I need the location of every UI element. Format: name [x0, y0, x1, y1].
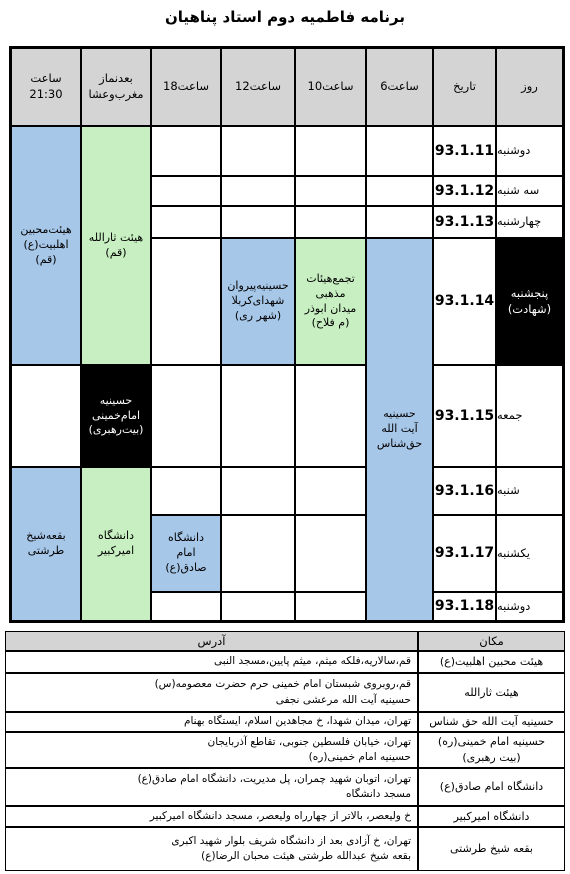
- header-6: ساعت6: [366, 48, 433, 126]
- date-cell: 93.1.18: [433, 592, 496, 621]
- address-header-place: مکان: [418, 631, 565, 651]
- day-cell: دوشنبه: [496, 126, 563, 176]
- address-place: بقعه شیخ طرشتی: [418, 827, 565, 871]
- event-amirkabir: دانشگاه امیرکبیر: [81, 467, 151, 621]
- day-cell: سه شنبه: [496, 176, 563, 206]
- empty-cell: [151, 592, 221, 621]
- address-text: تهران، اتوبان شهید چمران، پل مدیریت، دانشگاه امام صادق(ع) مسجد دانشگاه: [5, 768, 418, 806]
- event-sarallah: هیئت ثارالله (قم): [81, 126, 151, 365]
- empty-cell: [295, 206, 366, 238]
- empty-cell: [221, 365, 295, 467]
- header-10: ساعت10: [295, 48, 366, 126]
- empty-cell: [295, 515, 366, 592]
- empty-cell: [295, 176, 366, 206]
- empty-cell: [221, 515, 295, 592]
- date-cell: 93.1.15: [433, 365, 496, 467]
- empty-cell: [221, 467, 295, 515]
- empty-cell: [366, 176, 433, 206]
- header-12: ساعت12: [221, 48, 295, 126]
- address-place: حسینیه امام خمینی(ره) (بیت رهبری): [418, 732, 565, 768]
- date-cell: 93.1.12: [433, 176, 496, 206]
- day-cell: یکشنبه: [496, 515, 563, 592]
- address-header-address: آدرس: [5, 631, 418, 651]
- header-2130: ساعت 21:30: [11, 48, 81, 126]
- address-text: تهران، خیابان فلسطین جنوبی، تقاطع آذربایجان حسینیه امام خمینی(ره): [5, 732, 418, 768]
- date-cell: 93.1.11: [433, 126, 496, 176]
- empty-cell: [151, 126, 221, 176]
- address-place: دانشگاه امیرکبیر: [418, 806, 565, 827]
- empty-cell: [221, 592, 295, 621]
- day-cell: شنبه: [496, 467, 563, 515]
- empty-cell: [151, 206, 221, 238]
- empty-cell: [295, 592, 366, 621]
- day-cell-martyrdom: پنجشنبه (شهادت): [496, 238, 563, 365]
- address-place: حسینیه آیت الله حق شناس: [418, 712, 565, 732]
- date-cell: 93.1.13: [433, 206, 496, 238]
- header-18: ساعت18: [151, 48, 221, 126]
- event-parvan: حسینیه‌پیروان شهدای‌کربلا (شهر ری): [221, 238, 295, 365]
- empty-cell: [151, 176, 221, 206]
- event-haghshenas: حسینیه آیت الله حق‌شناس: [366, 238, 433, 621]
- empty-cell: [366, 206, 433, 238]
- event-mohebban: هیئت‌محبین اهلبیت(ع) (قم): [11, 126, 81, 365]
- address-text: خ ولیعصر، بالاتر از چهارراه ولیعصر، مسجد دانشگاه امیرکبیر: [5, 806, 418, 827]
- empty-cell: [151, 467, 221, 515]
- empty-cell: [151, 365, 221, 467]
- empty-cell: [151, 238, 221, 365]
- page-title: برنامه فاطمیه دوم استاد پناهیان: [164, 8, 406, 26]
- header-day: روز: [496, 48, 563, 126]
- empty-cell: [295, 467, 366, 515]
- event-sadegh: دانشگاه امام صادق(ع): [151, 515, 221, 592]
- address-place: هیئت محبین اهلبیت(ع): [418, 651, 565, 673]
- empty-cell: [221, 206, 295, 238]
- empty-cell: [11, 365, 81, 467]
- address-text: قم،سالاریه،فلکه میثم، میثم پایین،مسجد النبی: [5, 651, 418, 673]
- address-text: تهران، خ آزادی بعد از دانشگاه شریف بلوار شهید اکبری بقعه شیخ عبدالله طرشتی هیئت محبان الرضا(ع): [5, 827, 418, 871]
- empty-cell: [295, 365, 366, 467]
- address-text: تهران، میدان شهدا، خ مجاهدین اسلام، ایستگاه بهنام: [5, 712, 418, 732]
- empty-cell: [366, 126, 433, 176]
- event-abouzar: تجمع‌هیئات مذهبی میدان ابوذر (م فلاح): [295, 238, 366, 365]
- date-cell: 93.1.16: [433, 467, 496, 515]
- date-cell: 93.1.17: [433, 515, 496, 592]
- header-maghrib: بعدنماز مغرب‌وعشا: [81, 48, 151, 126]
- date-cell: 93.1.14: [433, 238, 496, 365]
- address-text: قم،روبروی شبستان امام خمینی حرم حضرت معصومه(س) حسینیه آیت الله مرعشی نجفی: [5, 673, 418, 712]
- day-cell: جمعه: [496, 365, 563, 467]
- address-place: دانشگاه امام صادق(ع): [418, 768, 565, 806]
- day-cell: دوشنبه: [496, 592, 563, 621]
- header-date: تاریخ: [433, 48, 496, 126]
- address-place: هیئت ثارالله: [418, 673, 565, 712]
- empty-cell: [221, 176, 295, 206]
- event-sheikh: بقعه‌شیخ طرشتی: [11, 467, 81, 621]
- day-cell: چهارشنبه: [496, 206, 563, 238]
- empty-cell: [295, 126, 366, 176]
- event-khomeini: حسینیه امام‌خمینی (بیت‌رهبری): [81, 365, 151, 467]
- empty-cell: [221, 126, 295, 176]
